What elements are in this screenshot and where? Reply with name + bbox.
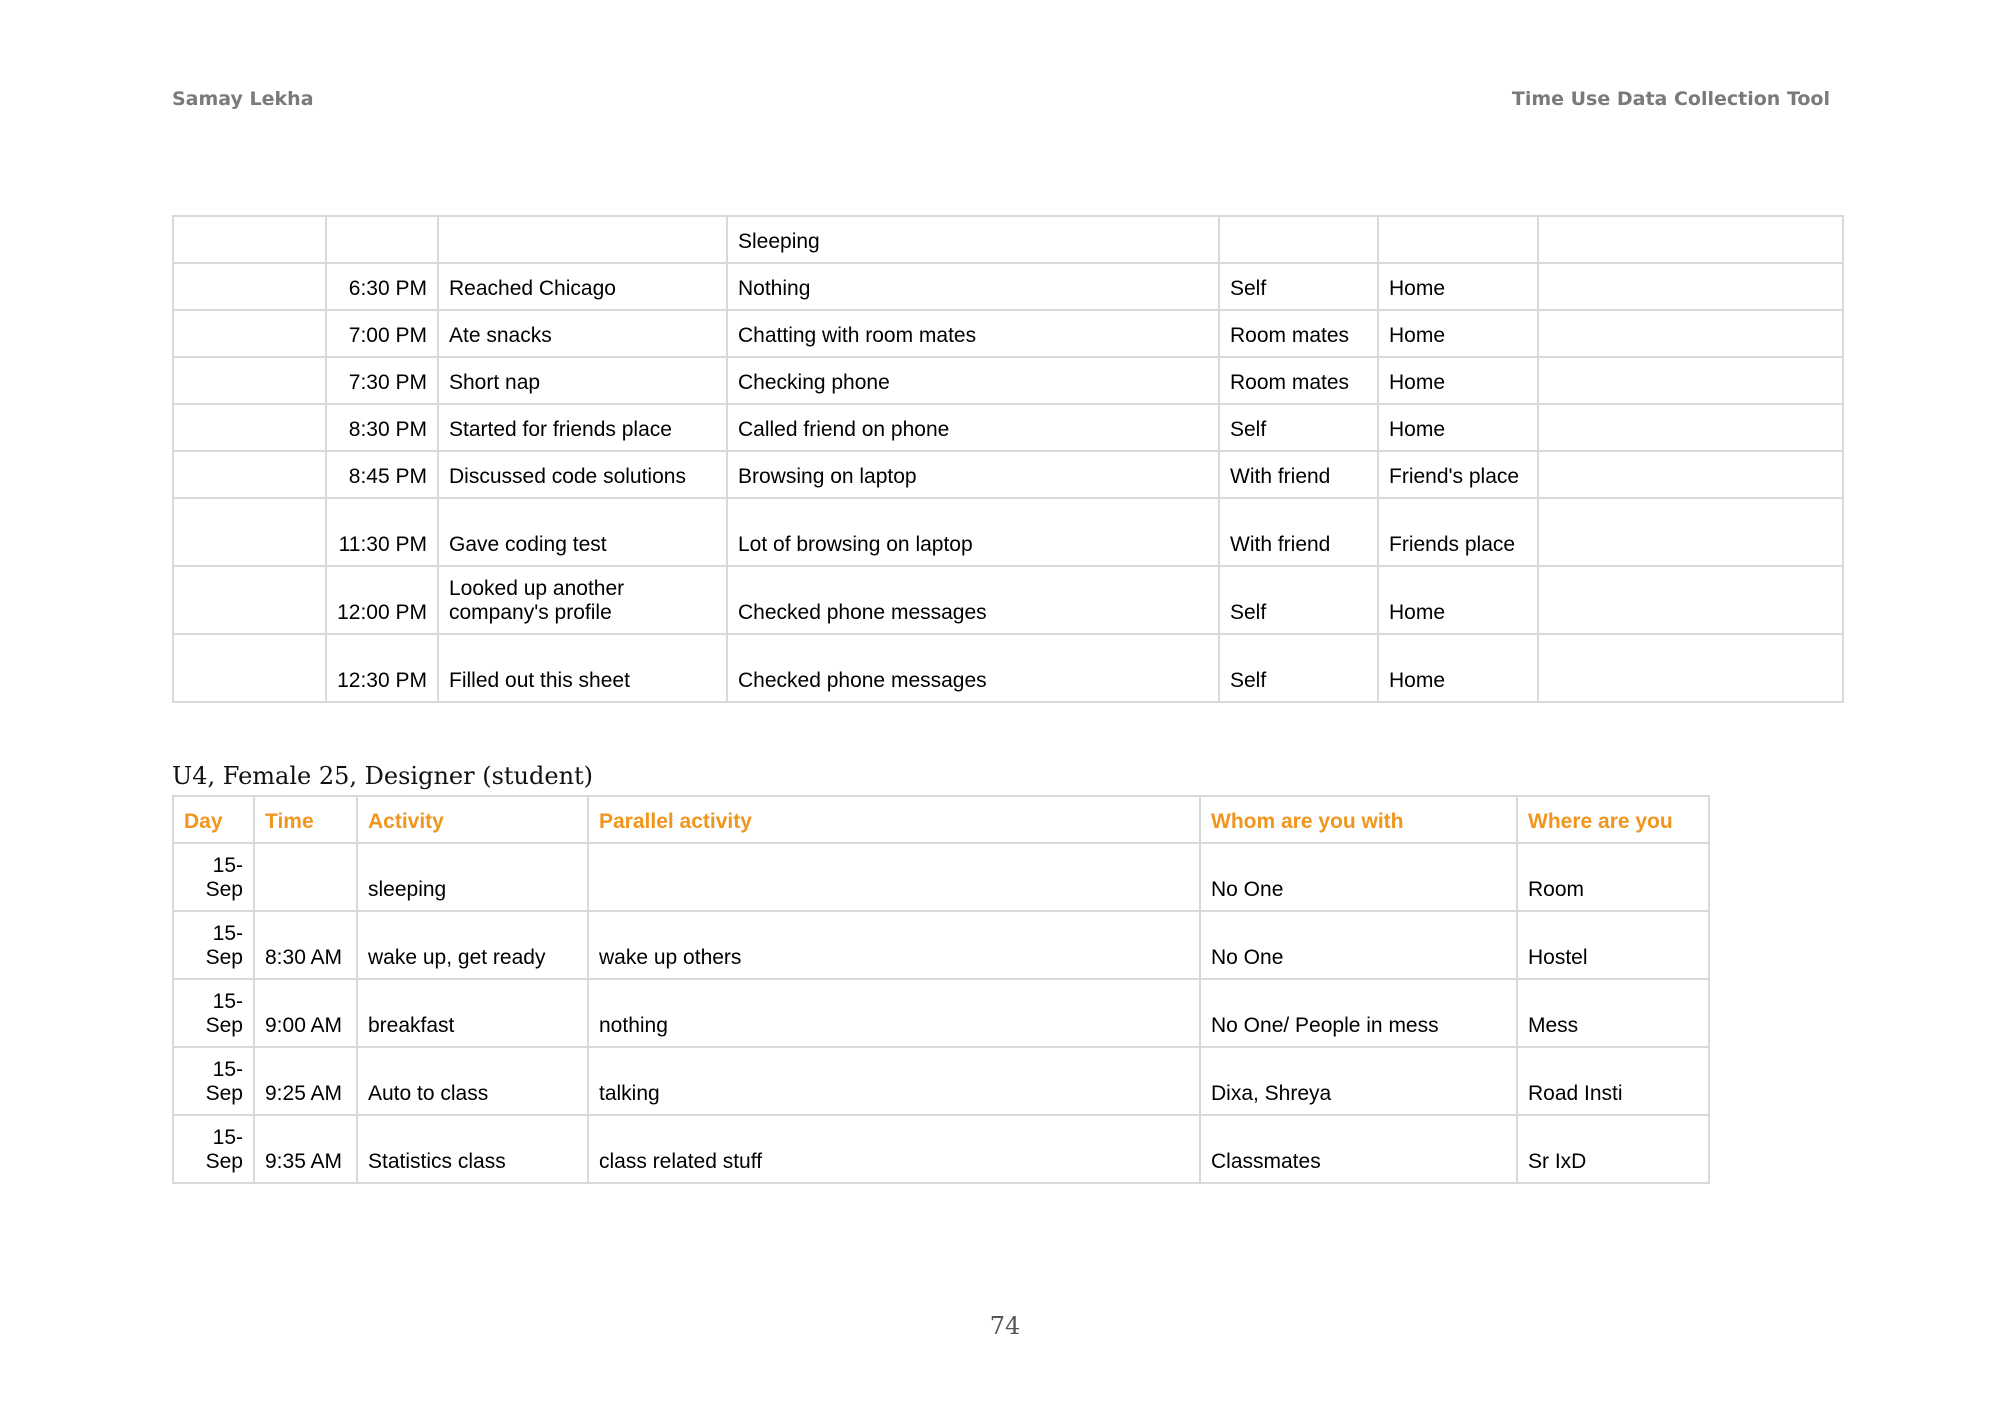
where-cell bbox=[1378, 216, 1538, 263]
parallel-activity-cell: Sleeping bbox=[727, 216, 1219, 263]
time-use-table-u4 bbox=[172, 795, 1710, 1184]
day-cell bbox=[173, 566, 326, 634]
whom-cell: No One/ People in mess bbox=[1200, 979, 1517, 1047]
table-row bbox=[173, 843, 1709, 911]
whom-cell: No One bbox=[1200, 911, 1517, 979]
activity-cell: Discussed code solutions bbox=[438, 451, 727, 498]
extra-cell bbox=[1538, 357, 1843, 404]
column-header-time: Time bbox=[254, 796, 357, 843]
whom-cell: Room mates bbox=[1219, 357, 1378, 404]
table-row bbox=[173, 566, 1843, 634]
extra-cell bbox=[1538, 404, 1843, 451]
day-cell bbox=[173, 216, 326, 263]
running-header-subtitle: Time Use Data Collection Tool bbox=[1511, 88, 1830, 110]
parallel-activity-cell: Nothing bbox=[727, 263, 1219, 310]
day-cell bbox=[173, 310, 326, 357]
where-cell: Home bbox=[1378, 357, 1538, 404]
parallel-activity-cell: Browsing on laptop bbox=[727, 451, 1219, 498]
whom-cell: Self bbox=[1219, 566, 1378, 634]
day-cell bbox=[173, 357, 326, 404]
where-cell: Hostel bbox=[1517, 911, 1709, 979]
whom-cell: Classmates bbox=[1200, 1115, 1517, 1183]
table-row bbox=[173, 451, 1843, 498]
activity-cell: Auto to class bbox=[357, 1047, 588, 1115]
whom-cell: Self bbox=[1219, 263, 1378, 310]
column-header-whom: Whom are you with bbox=[1200, 796, 1517, 843]
activity-cell: Short nap bbox=[438, 357, 727, 404]
time-cell bbox=[326, 216, 438, 263]
whom-cell bbox=[1219, 216, 1378, 263]
whom-cell: Self bbox=[1219, 634, 1378, 702]
time-cell: 9:35 AM bbox=[254, 1115, 357, 1183]
where-cell: Home bbox=[1378, 310, 1538, 357]
table-row bbox=[173, 498, 1843, 566]
parallel-activity-cell: Checking phone bbox=[727, 357, 1219, 404]
activity-cell: sleeping bbox=[357, 843, 588, 911]
table-row bbox=[173, 911, 1709, 979]
day-cell bbox=[173, 451, 326, 498]
where-cell: Road Insti bbox=[1517, 1047, 1709, 1115]
time-cell: 8:30 PM bbox=[326, 404, 438, 451]
column-header-day: Day bbox=[173, 796, 254, 843]
section-caption: U4, Female 25, Designer (student) bbox=[172, 762, 594, 790]
parallel-activity-cell: Chatting with room mates bbox=[727, 310, 1219, 357]
whom-cell: Dixa, Shreya bbox=[1200, 1047, 1517, 1115]
table-row bbox=[173, 310, 1843, 357]
time-use-table-continued bbox=[172, 215, 1844, 703]
parallel-activity-cell: Lot of browsing on laptop bbox=[727, 498, 1219, 566]
activity-cell: Ate snacks bbox=[438, 310, 727, 357]
parallel-activity-cell: Checked phone messages bbox=[727, 566, 1219, 634]
activity-cell bbox=[438, 216, 727, 263]
where-cell: Sr IxD bbox=[1517, 1115, 1709, 1183]
parallel-activity-cell: talking bbox=[588, 1047, 1200, 1115]
where-cell: Friend's place bbox=[1378, 451, 1538, 498]
where-cell: Room bbox=[1517, 843, 1709, 911]
extra-cell bbox=[1538, 310, 1843, 357]
day-cell: 15-Sep bbox=[173, 1047, 254, 1115]
time-cell bbox=[254, 843, 357, 911]
whom-cell: Self bbox=[1219, 404, 1378, 451]
table-row bbox=[173, 357, 1843, 404]
time-cell: 7:30 PM bbox=[326, 357, 438, 404]
where-cell: Home bbox=[1378, 263, 1538, 310]
day-cell: 15-Sep bbox=[173, 979, 254, 1047]
time-cell: 11:30 PM bbox=[326, 498, 438, 566]
activity-cell: Started for friends place bbox=[438, 404, 727, 451]
activity-cell: Statistics class bbox=[357, 1115, 588, 1183]
time-cell: 6:30 PM bbox=[326, 263, 438, 310]
time-cell: 9:00 AM bbox=[254, 979, 357, 1047]
extra-cell bbox=[1538, 634, 1843, 702]
extra-cell bbox=[1538, 263, 1843, 310]
time-cell: 8:45 PM bbox=[326, 451, 438, 498]
whom-cell: Room mates bbox=[1219, 310, 1378, 357]
table-row bbox=[173, 1047, 1709, 1115]
extra-cell bbox=[1538, 498, 1843, 566]
column-header-activity: Activity bbox=[357, 796, 588, 843]
where-cell: Mess bbox=[1517, 979, 1709, 1047]
day-cell bbox=[173, 404, 326, 451]
whom-cell: With friend bbox=[1219, 451, 1378, 498]
activity-cell: Reached Chicago bbox=[438, 263, 727, 310]
day-cell bbox=[173, 498, 326, 566]
parallel-activity-cell: Called friend on phone bbox=[727, 404, 1219, 451]
day-cell bbox=[173, 263, 326, 310]
time-cell: 8:30 AM bbox=[254, 911, 357, 979]
table-row bbox=[173, 1115, 1709, 1183]
table-header-row bbox=[173, 796, 1709, 843]
activity-cell: Filled out this sheet bbox=[438, 634, 727, 702]
table-row bbox=[173, 634, 1843, 702]
time-cell: 9:25 AM bbox=[254, 1047, 357, 1115]
extra-cell bbox=[1538, 566, 1843, 634]
day-cell: 15-Sep bbox=[173, 911, 254, 979]
where-cell: Home bbox=[1378, 634, 1538, 702]
parallel-activity-cell: nothing bbox=[588, 979, 1200, 1047]
day-cell bbox=[173, 634, 326, 702]
whom-cell: No One bbox=[1200, 843, 1517, 911]
whom-cell: With friend bbox=[1219, 498, 1378, 566]
where-cell: Home bbox=[1378, 566, 1538, 634]
table-row bbox=[173, 216, 1843, 263]
activity-cell: Looked up another company's profile bbox=[438, 566, 727, 634]
time-cell: 7:00 PM bbox=[326, 310, 438, 357]
table-row bbox=[173, 404, 1843, 451]
activity-cell: Gave coding test bbox=[438, 498, 727, 566]
column-header-where: Where are you bbox=[1517, 796, 1709, 843]
parallel-activity-cell bbox=[588, 843, 1200, 911]
parallel-activity-cell: class related stuff bbox=[588, 1115, 1200, 1183]
day-cell: 15-Sep bbox=[173, 1115, 254, 1183]
parallel-activity-cell: wake up others bbox=[588, 911, 1200, 979]
activity-cell: wake up, get ready bbox=[357, 911, 588, 979]
extra-cell bbox=[1538, 216, 1843, 263]
column-header-parallel-activity: Parallel activity bbox=[588, 796, 1200, 843]
time-cell: 12:00 PM bbox=[326, 566, 438, 634]
table-row bbox=[173, 979, 1709, 1047]
time-cell: 12:30 PM bbox=[326, 634, 438, 702]
page-number: 74 bbox=[989, 1312, 1021, 1340]
where-cell: Friends place bbox=[1378, 498, 1538, 566]
running-header-title: Samay Lekha bbox=[172, 88, 314, 110]
parallel-activity-cell: Checked phone messages bbox=[727, 634, 1219, 702]
table-row bbox=[173, 263, 1843, 310]
activity-cell: breakfast bbox=[357, 979, 588, 1047]
where-cell: Home bbox=[1378, 404, 1538, 451]
extra-cell bbox=[1538, 451, 1843, 498]
day-cell: 15-Sep bbox=[173, 843, 254, 911]
